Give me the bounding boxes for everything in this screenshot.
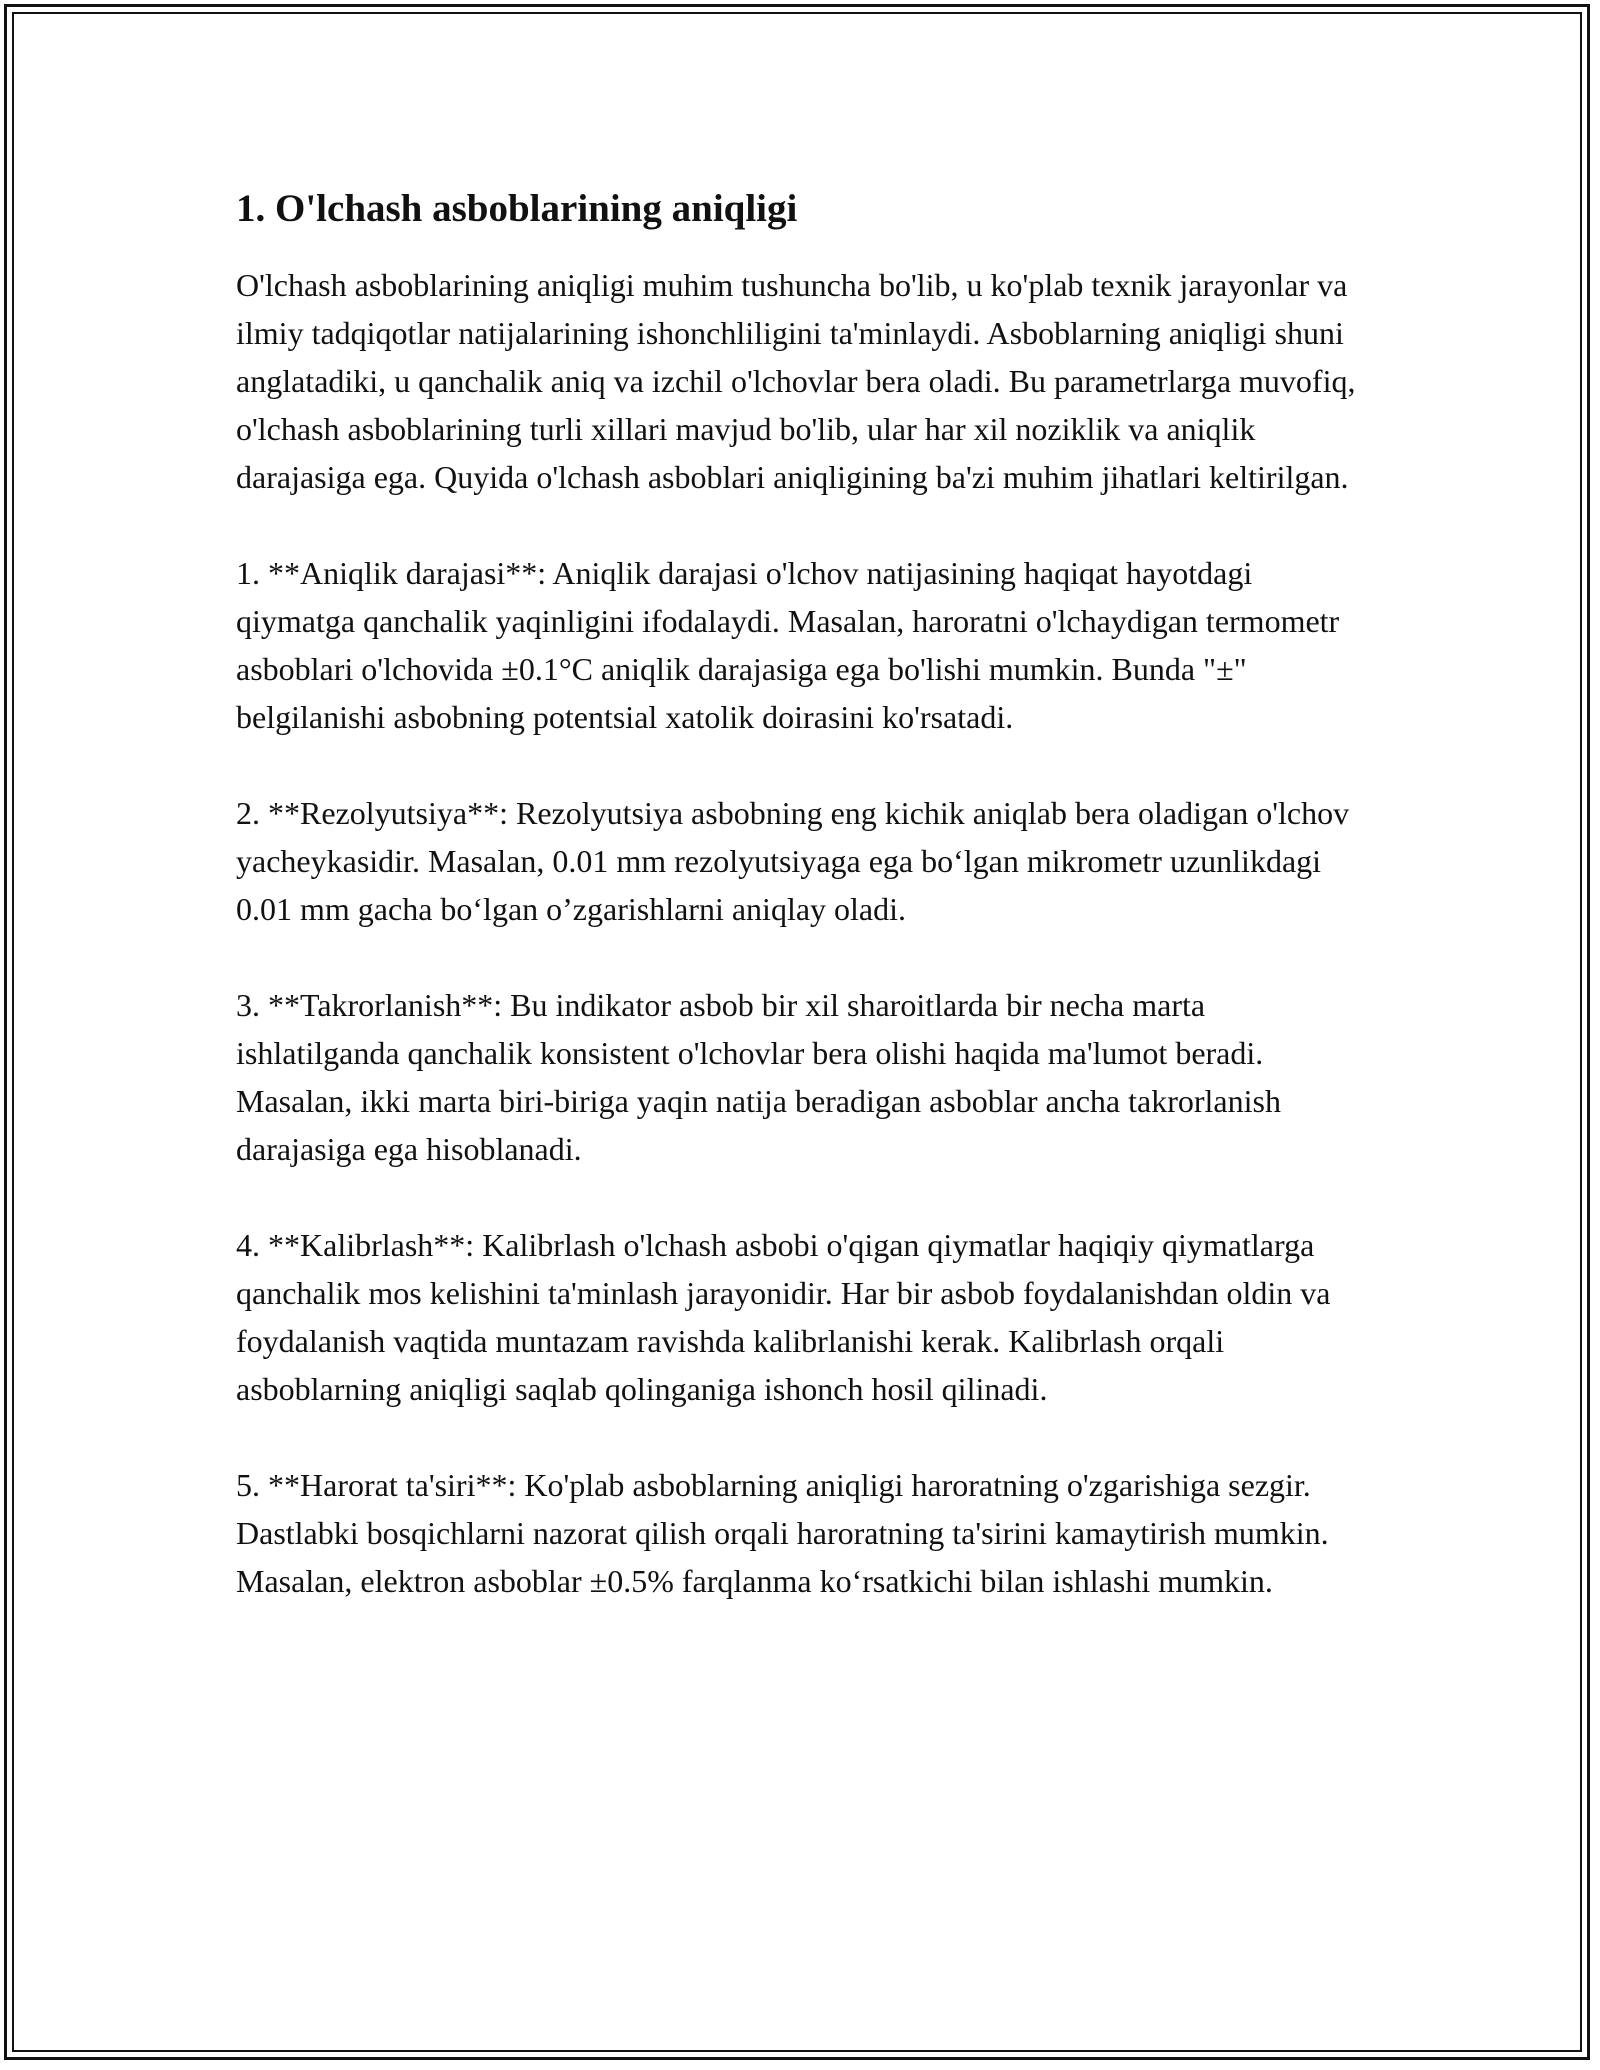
paragraph-resolution: 2. **Rezolyutsiya**: Rezolyutsiya asbobning eng kichik aniqlab bera oladigan o'lchov yacheykasidir. Masalan, 0.01 mm rezolyutsiyaga ega bo‘lgan mikrometr uzunlikdagi 0.01 mm gacha bo‘lgan o’zgarishlarni aniqlay oladi. xyxy=(236,794,1350,927)
document-title: 1. O'lchash asboblarining aniqligi xyxy=(236,187,798,230)
paragraph-calibration: 4. **Kalibrlash**: Kalibrlash o'lchash asbobi o'qigan qiymatlar haqiqiy qiymatlarga qanchalik mos kelishini ta'minlash jarayonidir. Har bir asbob foydalanishdan oldin va foydalanish vaqtida muntazam ravishda kalibrlanishi kerak. Kalibrlash orqali asboblarning aniqligi saqlab qolinganiga ishonch hosil qilinadi. xyxy=(236,1226,1331,1407)
intro-paragraph: O'lchash asboblarining aniqligi muhim tushuncha bo'lib, u ko'plab texnik jarayonlar va ilmiy tadqiqotlar natijalarining ishonchliligini ta'minlaydi. Asboblarning aniqligi shuni anglatadiki, u qanchalik aniq va izchil o'lchovlar bera oladi. Bu parametrlarga muvofiq, o'lchash asboblarining turli xillari mavjud bo'lib, ular har xil noziklik va aniqlik darajasiga ega. Quyida o'lchash asboblari aniqligining ba'zi muhim jihatlari keltirilgan. xyxy=(236,266,1356,495)
paragraph-accuracy-level: 1. **Aniqlik darajasi**: Aniqlik darajasi o'lchov natijasining haqiqat hayotdagi qiymatga qanchalik yaqinligini ifodalaydi. Masalan, haroratni o'lchaydigan termometr asboblari o'lchovida ±0.1°C aniqlik darajasiga ega bo'lishi mumkin. Bunda "±" belgilanishi asbobning potentsial xatolik doirasini ko'rsatadi. xyxy=(236,554,1340,735)
paragraph-temperature-effect: 5. **Harorat ta'siri**: Ko'plab asboblarning aniqligi haroratning o'zgarishiga sezgir. Dastlabki bosqichlarni nazorat qilish orqali haroratning ta'sirini kamaytirish mumkin. Masalan, elektron asboblar ±0.5% farqlanma ko‘rsatkichi bilan ishlashi mumkin. xyxy=(236,1466,1329,1599)
document-body xyxy=(236,186,1376,1605)
paragraph-repeatability: 3. **Takrorlanish**: Bu indikator asbob bir xil sharoitlarda bir necha marta ishlatilganda qanchalik konsistent o'lchovlar bera olishi haqida ma'lumot beradi. Masalan, ikki marta biri-biriga yaqin natija beradigan asboblar ancha takrorlanish darajasiga ega hisoblanadi. xyxy=(236,986,1281,1167)
